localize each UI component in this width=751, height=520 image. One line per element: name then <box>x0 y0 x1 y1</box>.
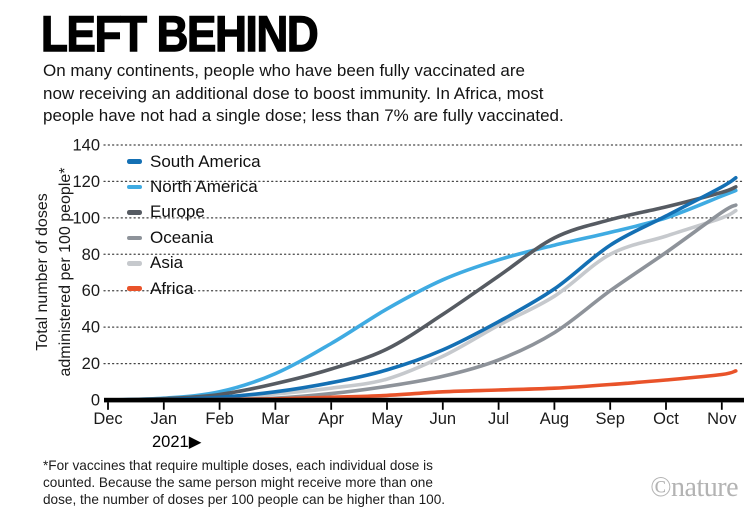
legend-label: Asia <box>150 253 184 273</box>
svg-text:20: 20 <box>81 355 100 374</box>
chart-legend <box>127 149 261 301</box>
svg-text:40: 40 <box>81 318 100 337</box>
svg-text:Dec: Dec <box>93 410 123 428</box>
legend-label: South America <box>150 151 261 171</box>
svg-text:Jan: Jan <box>150 410 178 428</box>
y-axis-title-line2: administered per 100 people* <box>57 167 74 377</box>
y-axis-title-line1: Total number of doses <box>34 193 51 351</box>
nature-logo: ©nature <box>650 472 738 503</box>
svg-text:Jul: Jul <box>488 410 510 428</box>
svg-text:Sep: Sep <box>595 410 625 428</box>
line-chart <box>0 130 751 460</box>
legend-swatch <box>127 286 142 291</box>
legend-swatch <box>127 236 142 241</box>
legend-label: Africa <box>150 278 194 298</box>
subtitle <box>43 60 564 128</box>
subtitle-line: now receiving an additional dose to boost immunity. In Africa, most <box>43 83 544 103</box>
footnote <box>43 457 445 508</box>
legend-item-south-america <box>127 149 261 174</box>
legend-swatch <box>127 185 142 190</box>
svg-text:Feb: Feb <box>205 410 234 428</box>
legend-label: North America <box>150 177 258 197</box>
legend-label: Europe <box>150 202 205 222</box>
legend-item-africa <box>127 276 261 301</box>
legend-item-europe <box>127 200 261 225</box>
legend-item-asia <box>127 251 261 276</box>
svg-text:May: May <box>371 410 403 428</box>
footnote-line: dose, the number of doses per 100 people can be higher than 100. <box>43 492 446 507</box>
legend-item-north-america <box>127 174 261 199</box>
svg-text:Nov: Nov <box>707 410 737 428</box>
svg-text:100: 100 <box>72 209 100 228</box>
svg-text:120: 120 <box>72 172 100 191</box>
svg-text:Jun: Jun <box>429 410 457 428</box>
legend-item-oceania <box>127 225 261 250</box>
legend-swatch <box>127 159 142 164</box>
footnote-line: *For vaccines that require multiple doses, each individual dose is <box>43 458 433 473</box>
subtitle-line: On many continents, people who have been fully vaccinated are <box>43 61 525 80</box>
svg-text:80: 80 <box>81 245 100 264</box>
svg-text:0: 0 <box>90 391 100 410</box>
legend-label: Oceania <box>150 227 214 247</box>
svg-text:Apr: Apr <box>318 410 345 428</box>
x-axis-year-label: 2021▶ <box>152 433 202 451</box>
subtitle-line: people have not had a single dose; less than 7% are fully vaccinated. <box>43 106 564 125</box>
svg-text:140: 140 <box>72 136 100 155</box>
footnote-line: counted. Because the same person might receive more than one <box>43 475 433 490</box>
svg-text:60: 60 <box>81 282 100 301</box>
svg-text:Mar: Mar <box>261 410 290 428</box>
legend-swatch <box>127 261 142 266</box>
svg-text:Oct: Oct <box>653 410 679 428</box>
legend-swatch <box>127 210 142 215</box>
svg-text:Aug: Aug <box>539 410 570 428</box>
page-title: LEFT BEHIND <box>41 6 318 62</box>
